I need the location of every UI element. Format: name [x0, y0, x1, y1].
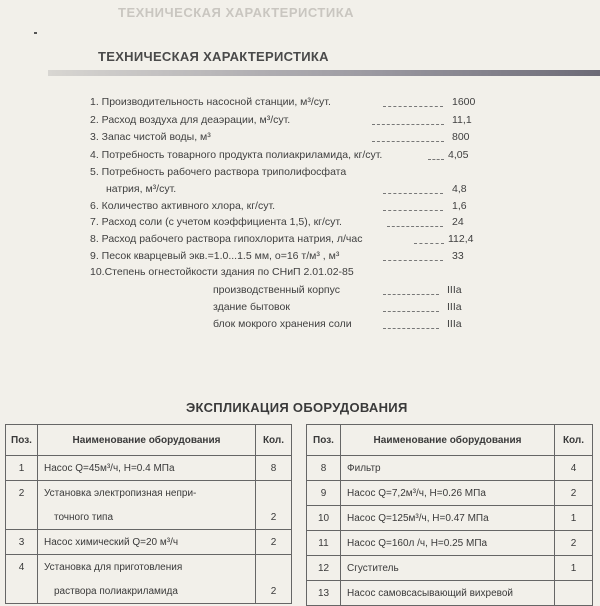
leader-6 [383, 210, 443, 211]
table-row [6, 530, 292, 555]
leader-9 [383, 260, 443, 261]
ink-dot [34, 32, 37, 34]
spec-item-5-cont: натрия, м³/сут. [106, 183, 177, 195]
spec-item-5: 5. Потребность рабочего раствора триполифосфата [90, 166, 347, 178]
header-name: Наименование оборудования [341, 425, 555, 456]
row-qty [256, 555, 292, 580]
row-pos: 9 [307, 481, 341, 506]
table-row [307, 481, 593, 506]
row-qty: 1 [555, 506, 593, 531]
row-qty: 2 [256, 579, 292, 604]
row-name: Насос Q=45м³/ч, Н=0.4 МПа [38, 456, 256, 481]
header-qty: Кол. [555, 425, 593, 456]
header-name: Наименование оборудования [38, 425, 256, 456]
row-pos: 2 [6, 481, 38, 506]
row-pos: 4 [6, 555, 38, 580]
row-name: Насос самовсасывающий вихревой [341, 581, 555, 606]
spec-item-7: 7. Расход соли (с учетом коэффициента 1,5), кг/сут. [90, 216, 342, 228]
header-qty: Кол. [256, 425, 292, 456]
row-qty: 2 [256, 530, 292, 555]
leader-1 [383, 106, 443, 107]
leader-10b [383, 311, 439, 312]
row-name: Насос химический Q=20 м³/ч [38, 530, 256, 555]
spec-item-10: 10.Степень огнестойкости здания по СНиП 2.01.02-85 [90, 266, 354, 278]
fire-class-salt-block-value: IIIa [447, 318, 462, 330]
row-qty: 2 [555, 481, 593, 506]
row-name: Установка электропизная непри- [38, 481, 256, 506]
leader-8 [414, 243, 444, 244]
leader-2 [372, 124, 444, 125]
table-row [6, 481, 292, 506]
leader-4 [428, 159, 444, 160]
table-header [307, 425, 593, 456]
table-row [307, 581, 593, 606]
spec-value-3: 800 [452, 131, 470, 143]
spec-item-4: 4. Потребность товарного продукта полиакриламида, кг/сут. [90, 149, 383, 161]
row-qty: 2 [256, 505, 292, 530]
spec-item-8: 8. Расход рабочего раствора гипохлорита натрия, л/час [90, 233, 363, 245]
spec-item-1: 1. Производительность насосной станции, м³/сут. [90, 96, 331, 108]
table-row [6, 555, 292, 580]
title-bar [48, 70, 600, 76]
row-pos: 1 [6, 456, 38, 481]
row-pos: 8 [307, 456, 341, 481]
row-name: Насос Q=125м³/ч, Н=0.47 МПа [341, 506, 555, 531]
row-qty: 8 [256, 456, 292, 481]
table-header [6, 425, 292, 456]
row-pos [6, 505, 38, 530]
table-row [6, 456, 292, 481]
row-name: Насос Q=7,2м³/ч, Н=0.26 МПа [341, 481, 555, 506]
spec-value-8: 112,4 [448, 233, 474, 245]
row-pos: 10 [307, 506, 341, 531]
spec-item-6: 6. Количество активного хлора, кг/сут. [90, 200, 276, 212]
spec-item-2: 2. Расход воздуха для деаэрации, м³/сут. [90, 114, 291, 126]
row-name: Насос Q=160л /ч, Н=0.25 МПа [341, 531, 555, 556]
row-pos: 13 [307, 581, 341, 606]
fire-class-household-value: IIIa [447, 301, 462, 313]
row-pos: 11 [307, 531, 341, 556]
row-qty: 1 [555, 556, 593, 581]
row-qty: 2 [555, 531, 593, 556]
table-row [6, 505, 292, 530]
ghost-heading: ТЕХНИЧЕСКАЯ ХАРАКТЕРИСТИКА [118, 5, 355, 20]
explication-title: ЭКСПЛИКАЦИЯ ОБОРУДОВАНИЯ [186, 400, 408, 415]
spec-value-4: 4,05 [448, 149, 469, 161]
leader-3 [372, 141, 444, 142]
table-row [307, 531, 593, 556]
fire-class-salt-block: блок мокрого хранения соли [213, 318, 352, 330]
row-name: раствора полиакриламида [38, 579, 256, 604]
row-qty: 4 [555, 456, 593, 481]
table-row [307, 556, 593, 581]
row-pos: 12 [307, 556, 341, 581]
equipment-table-left [5, 424, 292, 604]
fire-class-production: производственный корпус [213, 284, 340, 296]
fire-class-household: здание бытовок [213, 301, 290, 313]
table-row [307, 506, 593, 531]
header-pos: Поз. [307, 425, 341, 456]
leader-5 [383, 193, 443, 194]
spec-value-1: 1600 [452, 96, 476, 108]
spec-value-2: 11,1 [452, 114, 472, 126]
spec-item-3: 3. Запас чистой воды, м³ [90, 131, 211, 143]
spec-value-9: 33 [452, 250, 464, 262]
spec-value-6: 1,6 [452, 200, 467, 212]
tech-title: ТЕХНИЧЕСКАЯ ХАРАКТЕРИСТИКА [98, 49, 329, 64]
row-name: Установка для приготовления [38, 555, 256, 580]
spec-value-7: 24 [452, 216, 464, 228]
table-row [307, 456, 593, 481]
header-pos: Поз. [6, 425, 38, 456]
row-pos: 3 [6, 530, 38, 555]
spec-value-5: 4,8 [452, 183, 467, 195]
leader-10c [383, 328, 439, 329]
row-name: Фильтр [341, 456, 555, 481]
fire-class-production-value: IIIa [447, 284, 462, 296]
equipment-table-right [306, 424, 593, 606]
row-name: Сгуститель [341, 556, 555, 581]
spec-item-9: 9. Песок кварцевый экв.=1.0...1.5 мм, о=16 т/м³ , м³ [90, 250, 340, 262]
row-qty [555, 581, 593, 606]
row-qty [256, 481, 292, 506]
leader-10a [383, 294, 439, 295]
leader-7 [387, 226, 443, 227]
row-name: точного типа [38, 505, 256, 530]
